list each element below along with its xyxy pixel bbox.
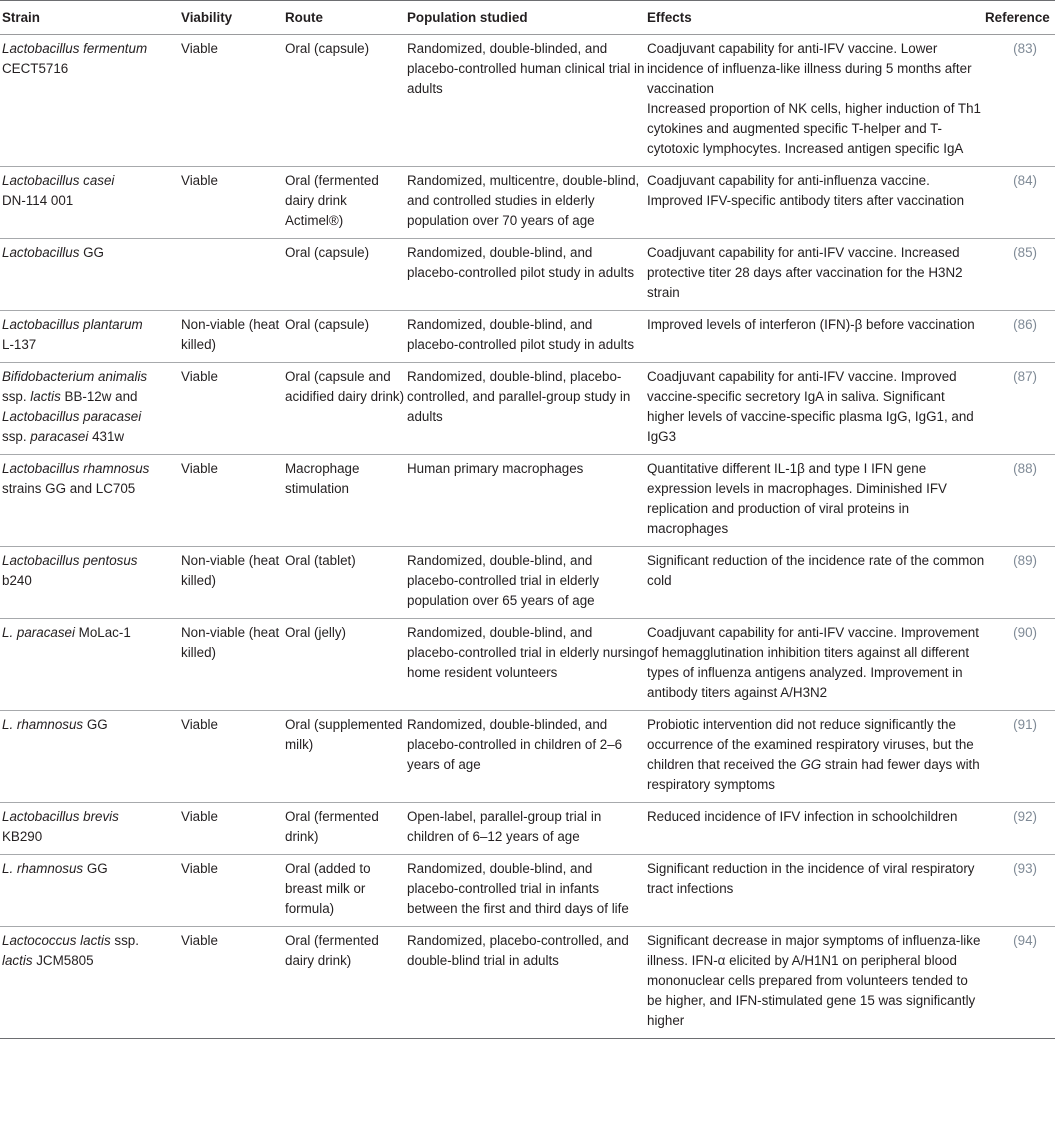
cell-effects	[647, 803, 985, 855]
cell-population: Randomized, double-blind, and placebo-controlled pilot study in adults	[407, 239, 647, 311]
table-row	[0, 311, 1055, 363]
cell-strain-segment: Lactobacillus	[2, 245, 80, 260]
cell-route: Oral (fermented dairy drink)	[285, 927, 407, 1039]
table-header-row	[0, 1, 1055, 35]
cell-population: Randomized, double-blinded, and placebo-controlled human clinical trial in adults	[407, 35, 647, 167]
cell-viability: Viable	[181, 167, 285, 239]
cell-strain	[0, 455, 181, 547]
cell-effects	[647, 239, 985, 311]
cell-population: Randomized, double-blind, placebo-controlled, and parallel-group study in adults	[407, 363, 647, 455]
cell-strain-segment: lactis	[30, 389, 61, 404]
cell-effects	[647, 363, 985, 455]
cell-strain	[0, 927, 181, 1039]
cell-effects	[647, 167, 985, 239]
header-reference: Reference	[985, 1, 1055, 35]
header-effects: Effects	[647, 1, 985, 35]
cell-viability: Non-viable (heat killed)	[181, 547, 285, 619]
table-body	[0, 35, 1055, 1039]
cell-strain	[0, 619, 181, 711]
cell-strain-segment: L-137	[2, 337, 37, 352]
table-row	[0, 619, 1055, 711]
cell-route: Oral (jelly)	[285, 619, 407, 711]
cell-effects	[647, 927, 985, 1039]
table-row	[0, 855, 1055, 927]
cell-effects-segment: Coadjuvant capability for anti-influenza vaccine. Improved IFV-specific antibody titers after vaccination	[647, 173, 965, 208]
cell-strain	[0, 239, 181, 311]
cell-effects-segment: Probiotic intervention did not reduce significantly the occurrence of the examined respiratory viruses, but the children that received the	[647, 717, 974, 772]
cell-strain-segment: Lactobacillus plantarum	[2, 317, 143, 332]
reference-link[interactable]: (85)	[985, 239, 1055, 311]
cell-strain-segment: Lactobacillus rhamnosus	[2, 461, 150, 476]
cell-effects	[647, 855, 985, 927]
cell-viability: Viable	[181, 927, 285, 1039]
header-route: Route	[285, 1, 407, 35]
cell-strain-segment: strains GG and LC705	[2, 481, 136, 496]
cell-strain-segment: Bifidobacterium animalis	[2, 369, 148, 384]
cell-viability: Non-viable (heat killed)	[181, 311, 285, 363]
cell-strain	[0, 363, 181, 455]
cell-effects	[647, 619, 985, 711]
cell-strain	[0, 803, 181, 855]
cell-population: Randomized, double-blind, and placebo-controlled pilot study in adults	[407, 311, 647, 363]
cell-effects	[647, 35, 985, 167]
cell-effects	[647, 311, 985, 363]
cell-effects-segment: Coadjuvant capability for anti-IFV vaccine. Lower incidence of influenza-like illness during 5 months after vaccination Increased proportion of NK cells, higher induction of Th1 cytokines and augmented specific T-helper and T-cytotoxic lymphocytes. Increased antigen specific IgA	[647, 41, 981, 156]
cell-strain-segment: KB290	[2, 829, 43, 844]
reference-link[interactable]: (94)	[985, 927, 1055, 1039]
cell-strain-segment: lactis	[2, 953, 33, 968]
cell-viability: Viable	[181, 855, 285, 927]
cell-strain-segment: GG	[83, 717, 108, 732]
cell-strain-segment: Lactobacillus casei	[2, 173, 115, 188]
reference-link[interactable]: (83)	[985, 35, 1055, 167]
cell-route: Oral (capsule)	[285, 35, 407, 167]
cell-strain-segment: b240	[2, 573, 32, 588]
table-row	[0, 547, 1055, 619]
cell-strain-segment: Lactobacillus pentosus	[2, 553, 138, 568]
reference-link[interactable]: (84)	[985, 167, 1055, 239]
cell-strain-segment: BB-12w and	[64, 389, 138, 404]
cell-route: Macrophage stimulation	[285, 455, 407, 547]
cell-effects	[647, 711, 985, 803]
cell-strain-segment: CECT5716	[2, 61, 69, 76]
cell-strain-segment: MoLac-1	[74, 625, 131, 640]
cell-viability	[181, 239, 285, 311]
cell-effects	[647, 547, 985, 619]
cell-effects-segment: Reduced incidence of IFV infection in schoolchildren	[647, 809, 958, 824]
cell-strain-segment: Lactobacillus paracasei	[2, 409, 142, 424]
cell-population: Randomized, double-blinded, and placebo-controlled in children of 2–6 years of age	[407, 711, 647, 803]
cell-strain-segment: L. paracasei	[2, 625, 75, 640]
cell-strain-segment: Lactobacillus fermentum	[2, 41, 148, 56]
reference-link[interactable]: (92)	[985, 803, 1055, 855]
cell-viability: Viable	[181, 363, 285, 455]
table-row	[0, 167, 1055, 239]
cell-population: Randomized, multicentre, double-blind, and controlled studies in elderly population over 70 years of age	[407, 167, 647, 239]
cell-strain-segment: GG	[83, 861, 108, 876]
cell-effects-segment: Coadjuvant capability for anti-IFV vaccine. Increased protective titer 28 days after vaccination for the H3N2 strain	[647, 245, 963, 300]
cell-effects-segment: Quantitative different IL-1β and type I IFN gene expression levels in macrophages. Diminished IFV replication and production of viral proteins in macrophages	[647, 461, 947, 536]
cell-route: Oral (added to breast milk or formula)	[285, 855, 407, 927]
cell-strain	[0, 855, 181, 927]
table-row	[0, 455, 1055, 547]
reference-link[interactable]: (93)	[985, 855, 1055, 927]
table-row	[0, 363, 1055, 455]
cell-strain-segment: paracasei	[30, 429, 89, 444]
cell-population: Randomized, placebo-controlled, and double-blind trial in adults	[407, 927, 647, 1039]
cell-effects-segment: Coadjuvant capability for anti-IFV vaccine. Improvement of hemagglutination inhibition titers against all different types of influenza antigens analyzed. Improvement in antibody titers against A/H3N2	[647, 625, 979, 700]
cell-viability: Viable	[181, 711, 285, 803]
cell-route: Oral (capsule and acidified dairy drink)	[285, 363, 407, 455]
cell-strain	[0, 311, 181, 363]
cell-strain	[0, 711, 181, 803]
cell-strain-segment: DN-114 001	[2, 193, 74, 208]
cell-population: Randomized, double-blind, and placebo-controlled trial in infants between the first and third days of life	[407, 855, 647, 927]
cell-effects-segment: Significant reduction in the incidence of viral respiratory tract infections	[647, 861, 975, 896]
table-row	[0, 35, 1055, 167]
cell-strain-segment: GG	[79, 245, 104, 260]
cell-strain-segment: Lactobacillus brevis	[2, 809, 119, 824]
cell-strain-segment: 431w	[88, 429, 125, 444]
reference-link[interactable]: (86)	[985, 311, 1055, 363]
cell-strain-segment: Lactococcus lactis	[2, 933, 111, 948]
cell-population: Randomized, double-blind, and placebo-controlled trial in elderly population over 65 years of age	[407, 547, 647, 619]
cell-viability: Non-viable (heat killed)	[181, 619, 285, 711]
reference-link[interactable]: (91)	[985, 711, 1055, 803]
cell-strain-segment: ssp.	[2, 389, 27, 404]
reference-link[interactable]: (87)	[985, 363, 1055, 455]
cell-population: Randomized, double-blind, and placebo-controlled trial in elderly nursing home resident volunteers	[407, 619, 647, 711]
cell-route: Oral (capsule)	[285, 239, 407, 311]
cell-viability: Viable	[181, 455, 285, 547]
cell-effects-segment: GG	[800, 757, 822, 772]
cell-strain-segment: ssp.	[2, 429, 27, 444]
cell-strain-segment: JCM5805	[32, 953, 94, 968]
cell-population: Open-label, parallel-group trial in children of 6–12 years of age	[407, 803, 647, 855]
cell-strain-segment: L. rhamnosus	[2, 861, 84, 876]
cell-effects-segment: Significant reduction of the incidence rate of the common cold	[647, 553, 985, 588]
cell-route: Oral (tablet)	[285, 547, 407, 619]
cell-effects	[647, 455, 985, 547]
cell-strain-segment: L. rhamnosus	[2, 717, 84, 732]
header-population-studied: Population studied	[407, 1, 647, 35]
table-row	[0, 803, 1055, 855]
cell-strain	[0, 35, 181, 167]
header-viability: Viability	[181, 1, 285, 35]
reference-link[interactable]: (89)	[985, 547, 1055, 619]
cell-route: Oral (supplemented milk)	[285, 711, 407, 803]
reference-link[interactable]: (88)	[985, 455, 1055, 547]
table-row	[0, 927, 1055, 1039]
cell-effects-segment: strain had fewer days with respiratory symptoms	[647, 757, 980, 792]
cell-viability: Viable	[181, 35, 285, 167]
cell-viability: Viable	[181, 803, 285, 855]
cell-effects-segment: Significant decrease in major symptoms of influenza-like illness. IFN-α elicited by A/H1N1 on peripheral blood mononuclear cells prepared from volunteers tended to be higher, and IFN-stimulated gene 15 was significantly higher	[647, 933, 981, 1028]
cell-strain	[0, 167, 181, 239]
cell-route: Oral (fermented drink)	[285, 803, 407, 855]
cell-strain	[0, 547, 181, 619]
cell-effects-segment: Improved levels of interferon (IFN)-β before vaccination	[647, 317, 975, 332]
table-row	[0, 711, 1055, 803]
cell-route: Oral (fermented dairy drink Actimel®)	[285, 167, 407, 239]
reference-link[interactable]: (90)	[985, 619, 1055, 711]
cell-effects-segment: Coadjuvant capability for anti-IFV vaccine. Improved vaccine-specific secretory IgA in saliva. Significant higher levels of vaccine-specific plasma IgG, IgG1, and IgG3	[647, 369, 974, 444]
header-strain: Strain	[0, 1, 181, 35]
cell-route: Oral (capsule)	[285, 311, 407, 363]
cell-population: Human primary macrophages	[407, 455, 647, 547]
table-row	[0, 239, 1055, 311]
cell-strain-segment: ssp.	[114, 933, 139, 948]
